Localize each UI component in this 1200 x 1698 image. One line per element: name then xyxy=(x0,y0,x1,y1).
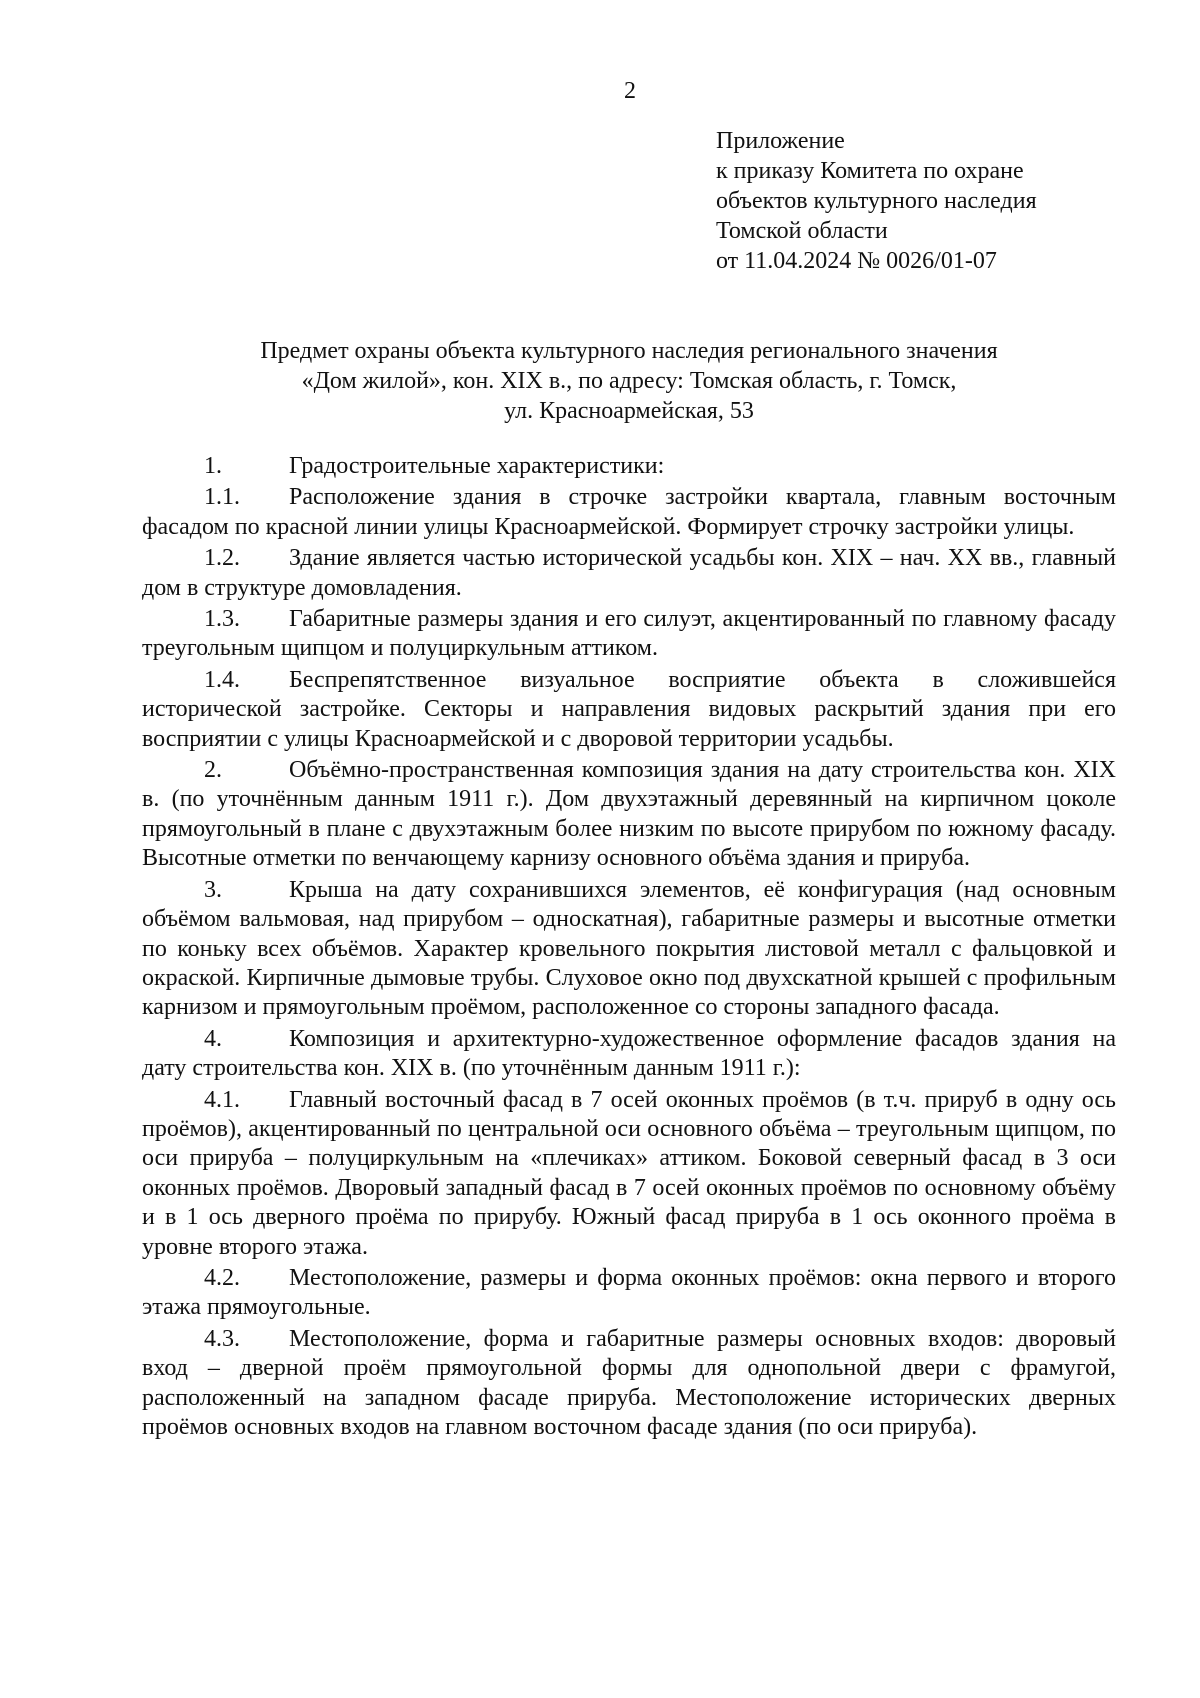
item-number: 4.2. xyxy=(204,1264,240,1291)
list-item xyxy=(142,1025,1116,1084)
document-body xyxy=(142,452,1116,1444)
title-line: Предмет охраны объекта культурного наследия регионального значения xyxy=(260,338,998,364)
item-text: Объёмно-пространственная композиция здания на дату строительства кон. XIX в. (по уточнённым данным 1911 г.). Дом двухэтажный деревянный на кирпичном цоколе прямоугольный в плане с двухэтажным более низким по высоте прирубом по южному фасаду. Высотные отметки по венчающему карнизу основного объёма здания и прируба. xyxy=(142,757,1116,872)
item-text: Композиция и архитектурно-художественное оформление фасадов здания на дату строительства кон. XIX в. (по уточнённым данным 1911 г.): xyxy=(142,1025,1116,1082)
document-title xyxy=(142,336,1116,426)
list-item xyxy=(142,1325,1116,1443)
item-text: Главный восточный фасад в 7 осей оконных проёмов (в т.ч. прируб в одну ось проёмов), акцентированный по центральной оси основного объёма – треугольным щипцом, по оси прируба – полуциркульным на «плечиках» аттиком. Боковой северный фасад в 3 оси оконных проёмов. Дворовый западный фасад в 7 осей оконных проёмов по основному объёму и в 1 ось дверного проёма по прирубу. Южный фасад прируба в 1 ось оконного проёма в уровне второго этажа. xyxy=(142,1086,1116,1260)
appendix-line: к приказу Комитета по охране xyxy=(716,158,1024,184)
item-number: 2. xyxy=(204,757,222,784)
appendix-line: объектов культурного наследия xyxy=(716,188,1037,214)
item-number: 1.4. xyxy=(204,666,240,693)
list-item xyxy=(142,876,1116,1023)
appendix-line: Томской области xyxy=(716,218,888,244)
item-number: 1.2. xyxy=(204,545,240,572)
item-text: Габаритные размеры здания и его силуэт, акцентированный по главному фасаду треугольным щипцом и полуциркульным аттиком. xyxy=(142,606,1116,662)
item-number: 1.3. xyxy=(204,606,240,633)
title-line: «Дом жилой», кон. XIX в., по адресу: Томская область, г. Томск, xyxy=(301,368,957,394)
item-text: Крыша на дату сохранившихся элементов, её конфигурация (над основным объёмом вальмовая, над прирубом – односкатная), габаритные размеры и высотные отметки по коньку всех объёмов. Характер кровельного покрытия листовой металл с фальцовкой и окраской. Кирпичные дымовые трубы. Слуховое окно под двухскатной крышей с профильным карнизом и прямоугольным проёмом, расположенное со стороны западного фасада. xyxy=(142,876,1116,1021)
item-number: 3. xyxy=(204,876,222,903)
title-line: ул. Красноармейская, 53 xyxy=(504,398,754,424)
list-item xyxy=(142,666,1116,754)
item-text: Беспрепятственное визуальное восприятие объекта в сложившейся исторической застройке. Секторы и направления видовых раскрытий здания при его восприятии с улицы Красноармейской и с дворовой территории усадьбы. xyxy=(142,666,1116,752)
item-number: 4. xyxy=(204,1025,222,1052)
list-item xyxy=(142,483,1116,542)
list-item xyxy=(142,1086,1116,1262)
list-item xyxy=(142,544,1116,603)
list-item xyxy=(142,756,1116,874)
list-item xyxy=(142,1264,1116,1323)
item-text: Здание является частью исторической усадьбы кон. XIX – нач. XX вв., главный дом в структуре домовладения. xyxy=(142,545,1116,601)
appendix-line: Приложение xyxy=(716,128,845,154)
item-number: 1.1. xyxy=(204,484,240,511)
item-text: Местоположение, форма и габаритные размеры основных входов: дворовый вход – дверной проём прямоугольной формы для однопольной двери с фрамугой, расположенный на западном фасаде прируба. Местоположение исторических дверных проёмов основных входов на главном восточном фасаде здания (по оси прируба). xyxy=(142,1325,1116,1440)
item-number: 4.1. xyxy=(204,1086,240,1113)
item-number: 4.3. xyxy=(204,1325,240,1352)
list-item xyxy=(142,452,1116,481)
item-text: Расположение здания в строчке застройки квартала, главным восточным фасадом по красной линии улицы Красноармейской. Формирует строчку застройки улицы. xyxy=(142,484,1116,540)
item-number: 1. xyxy=(204,453,222,479)
item-text: Местоположение, размеры и форма оконных проёмов: окна первого и второго этажа прямоугольные. xyxy=(142,1264,1116,1321)
page-number: 2 xyxy=(624,78,636,104)
item-text: Градостроительные характеристики: xyxy=(289,453,665,479)
list-item xyxy=(142,605,1116,664)
appendix-header xyxy=(716,126,1037,276)
appendix-line: от 11.04.2024 № 0026/01-07 xyxy=(716,248,997,274)
